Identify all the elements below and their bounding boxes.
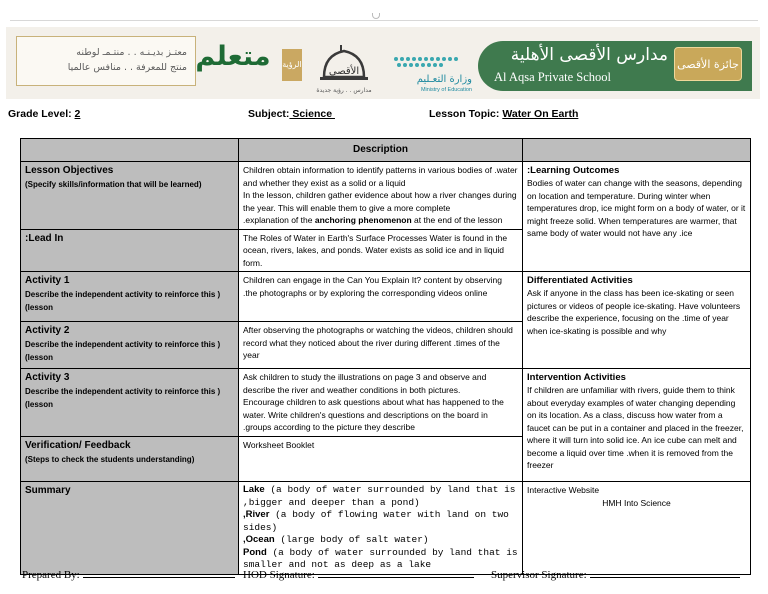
objectives-text-3a: .explanation of the xyxy=(243,215,315,225)
lake-def: (a body of water surrounded by land that is ,bigger and deeper than a pond) xyxy=(243,484,516,508)
objectives-text-2: In the lesson, children gather evidence about how a river changes during the year. This will enable them to give a more complete xyxy=(243,190,517,213)
differentiated-title: Differentiated Activities xyxy=(527,275,633,286)
activity-1-label-cell xyxy=(21,272,239,322)
verification-title: Verification/ Feedback xyxy=(25,440,131,451)
lake-term: Lake xyxy=(243,484,265,495)
activity-1-title: Activity 1 xyxy=(25,275,70,286)
lesson-topic xyxy=(429,108,578,120)
activity-3-subtitle: Describe the independent activity to reinforce this ) (lesson xyxy=(25,387,221,409)
grade-value: 2 xyxy=(74,108,81,120)
school-name-ar: مدارس الأقصى الأهلية xyxy=(510,45,668,65)
activity-1-content-cell xyxy=(239,272,523,322)
river-term: ,River xyxy=(243,509,270,520)
ministry-name-en: Ministry of Education xyxy=(420,87,472,93)
vision-tab: الرؤية xyxy=(282,49,302,81)
aqsa-subtitle: مدارس . . رؤية جديدة xyxy=(316,87,372,94)
objectives-text-3b: at the end of the lesson xyxy=(411,215,503,225)
activity-3-text-1: Ask children to study the illustrations on page 3 and observe and describe the river and weather conditions in both pictures. xyxy=(243,372,487,395)
aqsa-logo-text: الأقصى xyxy=(328,66,360,77)
activity-3-title: Activity 3 xyxy=(25,372,70,383)
header-cell-left xyxy=(21,139,239,162)
resource-interactive-website: Interactive Website xyxy=(527,485,600,495)
lead-in-text: The Roles of Water in Earth's Surface Processes Water is found in the ocean, rivers, lakes, and ponds. Water exists as solid ice and in liquid form. xyxy=(243,232,508,268)
signature-row xyxy=(0,568,768,584)
activity-3-label-cell xyxy=(21,369,239,437)
summary-ocean xyxy=(243,534,518,547)
ocean-def: (large body of salt water) xyxy=(274,534,429,545)
header-description: Description xyxy=(239,139,523,162)
aqsa-mosque-logo-icon xyxy=(310,43,378,91)
binder-mark xyxy=(372,13,380,19)
verification-label-cell xyxy=(21,437,239,482)
table-row-summary xyxy=(21,482,751,575)
prepared-by-line[interactable] xyxy=(83,568,235,578)
grade-label: Grade Level: xyxy=(8,108,72,120)
objectives-label-cell xyxy=(21,162,239,230)
intervention-text: If children are unfamiliar with rivers, guide them to think about everyday examples of water changing depending on its location. As a class, discuss how water from a faucet can be put in a container and placed in the freezer, where it will turn into solid ice. An ice cube can melt and become a liquid over time .when it is removed from the freezer xyxy=(527,385,744,470)
table-row-objectives xyxy=(21,162,751,230)
learning-outcomes-title: :Learning Outcomes xyxy=(527,165,620,176)
top-rule xyxy=(10,20,758,21)
ministry-name-ar: وزارة التعـليم xyxy=(416,74,472,85)
hod-line[interactable] xyxy=(318,568,474,578)
prepared-by-label: Prepared By: xyxy=(22,569,80,581)
table-row-activity-3 xyxy=(21,369,751,437)
lead-in-label-cell xyxy=(21,229,239,272)
summary-label-cell xyxy=(21,482,239,575)
summary-lake xyxy=(243,484,518,509)
objectives-content-cell xyxy=(239,162,523,230)
verification-content-cell xyxy=(239,437,523,482)
vision-slogan xyxy=(16,36,196,86)
subject-label: Subject: xyxy=(248,108,290,120)
grade-level xyxy=(8,108,80,120)
objectives-text-1: Children obtain information to identify patterns in various bodies of .water and whether they exist as a solid or a liquid xyxy=(243,165,518,188)
activity-1-subtitle: Describe the independent activity to reinforce this ) (lesson xyxy=(25,290,221,312)
activity-3-content-cell xyxy=(239,369,523,437)
summary-river xyxy=(243,509,518,534)
objectives-subtitle: (Specify skills/information that will be learned) xyxy=(25,180,202,189)
resource-hmh: HMH Into Science xyxy=(602,497,671,508)
supervisor-label: Supervisor Signature: xyxy=(491,569,587,581)
activity-2-content-cell xyxy=(239,322,523,369)
differentiated-text: Ask if anyone in the class has been ice-skating or seen pictures or videos of people ice-skating. Have volunteers describe the experience, focusing on the .time of year when ice-skating is possible and why xyxy=(527,288,741,336)
supervisor-line[interactable] xyxy=(590,568,740,578)
ocean-term: ,Ocean xyxy=(243,534,275,545)
subject xyxy=(248,108,335,120)
river-def: (a body of flowing water with land on two sides) xyxy=(243,509,509,533)
subject-value: Science xyxy=(289,108,335,120)
slogan-line-1: معتـز بديـنـه . . منتـمـ لوطنه xyxy=(76,47,187,58)
verification-text: Worksheet Booklet xyxy=(243,440,315,450)
lesson-plan-table xyxy=(20,138,751,575)
topic-label: Lesson Topic: xyxy=(429,108,500,120)
summary-content-cell xyxy=(239,482,523,575)
school-name-box xyxy=(478,41,752,91)
pond-def: (a body of water surrounded by land that is smaller and not as deep as a lake xyxy=(243,546,518,570)
ministry-logo-icon xyxy=(392,55,464,69)
lead-in-title: :Lead In xyxy=(25,232,64,244)
topic-value: Water On Earth xyxy=(502,108,579,120)
hod-signature xyxy=(243,568,474,581)
school-name-en: Al Aqsa Private School xyxy=(494,70,612,84)
objectives-text-3 xyxy=(243,214,518,227)
resources-cell xyxy=(523,482,751,575)
activity-2-text: After observing the photographs or watching the videos, children should record what they noticed about the river during different .times of the year xyxy=(243,325,513,360)
table-row-activity-1 xyxy=(21,272,751,322)
slogan-line-2: منتج للمعرفة . . منافس عالميا xyxy=(67,62,187,73)
summary-title: Summary xyxy=(25,485,71,496)
school-banner xyxy=(6,27,760,99)
hod-label: HOD Signature: xyxy=(243,569,315,581)
anchoring-phenomenon: anchoring phenomenon xyxy=(314,215,412,225)
brand-logo-text: متعلم xyxy=(195,41,271,72)
award-badge: جائزة الأقصى xyxy=(674,47,742,81)
verification-subtitle: (Steps to check the students understanding) xyxy=(25,455,195,464)
activity-2-subtitle: Describe the independent activity to reinforce this ) (lesson xyxy=(25,340,221,362)
objectives-title: Lesson Objectives xyxy=(25,165,114,176)
lesson-meta-row xyxy=(0,108,768,124)
prepared-by xyxy=(22,568,235,581)
pond-term: Pond xyxy=(243,546,267,558)
learning-outcomes-cell xyxy=(523,162,751,272)
intervention-cell xyxy=(523,369,751,482)
activity-2-label-cell xyxy=(21,322,239,369)
lead-in-content-cell xyxy=(239,229,523,272)
header-cell-right xyxy=(523,139,751,162)
supervisor-signature xyxy=(491,568,740,581)
learning-outcomes-text: Bodies of water can change with the seasons, depending on location and temperature. During winter when temperatures drop, ice might form on a body of water, or it might freeze solid. When temperatures are warmer, that same body of water would not have any .ice xyxy=(527,178,746,238)
activity-1-text: Children can engage in the Can You Explain It? content by observing .the photographs or by exploring the corresponding videos online xyxy=(243,275,502,298)
activity-3-text-2: Encourage children to ask questions about what has happened to the water. Write children's questions and descriptions on the board in .groups according to the picture they describe xyxy=(243,397,504,432)
activity-2-title: Activity 2 xyxy=(25,325,70,336)
differentiated-cell xyxy=(523,272,751,369)
table-header-row xyxy=(21,139,751,162)
intervention-title: Intervention Activities xyxy=(527,372,626,383)
